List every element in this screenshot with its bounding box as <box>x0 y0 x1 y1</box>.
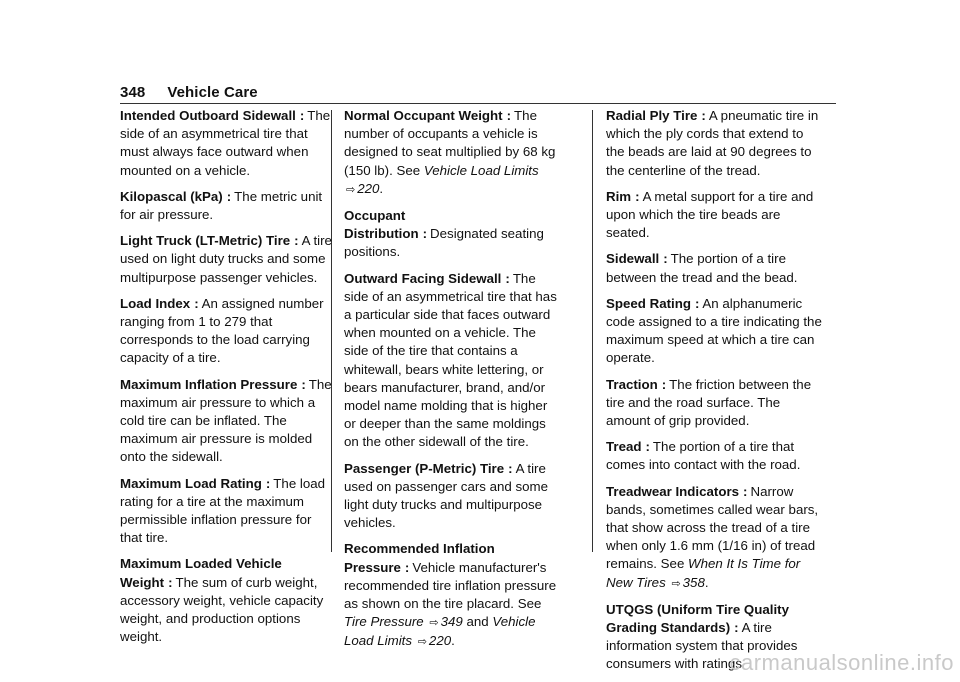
glossary-entry <box>344 207 560 262</box>
glossary-entry <box>120 475 336 548</box>
term-separator: : <box>505 270 510 286</box>
glossary-definition: An assigned number ranging from 1 to 279 that corresponds to the load carrying capacity of a tire. <box>120 295 324 366</box>
cross-reference-page[interactable]: 220 <box>428 633 452 649</box>
term-separator: : <box>694 295 700 311</box>
glossary-term: Recommended Inflation Pressure <box>344 541 495 575</box>
term-separator: : <box>734 620 739 636</box>
glossary-definition: The maximum air pressure to which a cold tire can be inflated. The maximum air pressure is molded onto the sidewall. <box>120 376 332 465</box>
glossary-term: Maximum Load Rating <box>120 475 262 491</box>
cross-reference-page[interactable]: 220 <box>357 180 380 196</box>
glossary-definition: Designated seating positions. <box>344 226 544 260</box>
term-separator: : <box>661 376 667 392</box>
term-separator: : <box>743 483 748 499</box>
cross-reference-link[interactable]: Vehicle Load Limits <box>344 614 536 649</box>
column-2 <box>344 107 560 660</box>
glossary-entry <box>606 250 822 286</box>
glossary-definition: A tire used on light duty trucks and some multipurpose passenger vehicles. <box>120 233 332 285</box>
glossary-definition: A pneumatic tire in which the ply cords that extend to the beads are laid at 90 degrees to the centerline of the tread. <box>606 108 819 178</box>
glossary-definition: A metal support for a tire and upon which the tire beads are seated. <box>606 188 814 241</box>
cross-reference-page[interactable]: 358 <box>682 574 705 590</box>
glossary-term: Light Truck (LT-Metric) Tire <box>120 233 291 249</box>
glossary-definition: The side of an asymmetrical tire that has a particular side that faces outward when mounted on a vehicle. The side of the tire that contains a whitewall, bears white lettering, or bears manufacturer, brand, and/or model name molding that is higher or deeper than the same moldings on the other sidewall of the tire. <box>344 270 557 450</box>
term-separator: : <box>645 439 650 455</box>
glossary-definition: A tire information system that provides consumers with ratings <box>606 620 798 672</box>
glossary-entry <box>606 376 822 431</box>
glossary-entry <box>606 188 822 243</box>
sentence-end: . <box>379 180 384 196</box>
term-separator: : <box>226 188 232 204</box>
page-reference-arrow-icon: ⇨ <box>417 636 427 649</box>
glossary-entry <box>120 295 336 368</box>
connector-text: and <box>466 614 489 630</box>
glossary-definition: The number of occupants a vehicle is designed to seat multiplied by 68 kg (150 lb). See <box>344 108 556 178</box>
term-separator: : <box>194 295 199 311</box>
glossary-term: Tread <box>606 439 642 455</box>
glossary-definition: Vehicle manufacturer's recommended tire inflation pressure as shown on the tire placard. See <box>344 559 557 612</box>
glossary-entry <box>120 232 336 287</box>
column-3 <box>606 107 822 682</box>
glossary-definition: Narrow bands, sometimes called wear bars, that show across the tread of a tire when only 1.6 mm (1/16 in) of tread remains. See <box>606 483 819 572</box>
glossary-entry <box>120 376 336 467</box>
glossary-definition: The friction between the tire and the road surface. The amount of grip provided. <box>606 376 812 429</box>
glossary-definition: A tire used on passenger cars and some light duty trucks and multipurpose vehicles. <box>344 460 549 531</box>
page-reference-arrow-icon: ⇨ <box>346 183 356 196</box>
glossary-entry <box>606 438 822 474</box>
glossary-entry <box>120 188 336 224</box>
glossary-definition: The portion of a tire between the tread and the bead. <box>606 251 798 285</box>
glossary-entry <box>120 107 336 180</box>
term-separator: : <box>508 460 513 476</box>
glossary-term: UTQGS (Uniform Tire Quality Grading Standards) <box>606 601 789 636</box>
page-header <box>120 84 258 101</box>
term-separator: : <box>299 108 305 123</box>
glossary-term: Normal Occupant Weight <box>344 108 503 123</box>
glossary-term: Maximum Inflation Pressure <box>120 376 298 392</box>
glossary-term: Passenger (P-Metric) Tire <box>344 460 505 476</box>
term-separator: : <box>635 188 640 204</box>
page-reference-arrow-icon: ⇨ <box>429 617 439 630</box>
glossary-term: Maximum Loaded Vehicle Weight <box>120 556 282 590</box>
glossary-term: Occupant Distribution <box>344 208 419 242</box>
glossary-term: Speed Rating <box>606 295 691 311</box>
sentence-end: . <box>704 574 709 590</box>
term-separator: : <box>422 226 428 242</box>
page-reference-arrow-icon: ⇨ <box>671 577 681 590</box>
watermark: carmanualsonline.info <box>729 650 954 675</box>
term-separator: : <box>701 108 706 123</box>
glossary-term: Load Index <box>120 295 191 311</box>
column-divider <box>592 110 593 552</box>
term-separator: : <box>294 233 299 249</box>
glossary-definition: The portion of a tire that comes into contact with the road. <box>606 439 801 473</box>
glossary-entry <box>344 540 560 651</box>
glossary-term: Outward Facing Sidewall <box>344 270 502 286</box>
cross-reference-link[interactable]: Tire Pressure <box>344 614 424 630</box>
glossary-definition: The load rating for a tire at the maximum permissible inflation pressure for that tire. <box>120 475 326 546</box>
glossary-definition: The side of an asymmetrical tire that must always face outward when mounted on a vehicle. <box>120 108 331 178</box>
glossary-term: Sidewall <box>606 251 660 267</box>
glossary-entry <box>606 295 822 368</box>
section-title: Vehicle Care <box>167 84 258 101</box>
term-separator: : <box>663 251 668 267</box>
column-1 <box>120 107 336 654</box>
glossary-entry <box>120 555 336 646</box>
glossary-term: Intended Outboard Sidewall <box>120 108 296 123</box>
sentence-end: . <box>451 633 455 649</box>
glossary-entry <box>344 107 560 199</box>
cross-reference-page[interactable]: 349 <box>440 614 463 630</box>
glossary-definition: The sum of curb weight, accessory weight, vehicle capacity weight, and production options weight. <box>120 574 324 645</box>
glossary-definition: The metric unit for air pressure. <box>120 188 323 223</box>
glossary-term: Traction <box>606 376 658 392</box>
term-separator: : <box>265 475 271 491</box>
glossary-entry <box>344 270 560 452</box>
term-separator: : <box>404 559 410 575</box>
cross-reference-link[interactable]: When It Is Time for New Tires <box>606 556 801 590</box>
glossary-entry <box>606 107 822 180</box>
cross-reference-link[interactable]: Vehicle Load Limits <box>423 162 539 178</box>
glossary-term: Treadwear Indicators <box>606 483 740 499</box>
page-number: 348 <box>120 84 146 101</box>
glossary-definition: An alphanumeric code assigned to a tire indicating the maximum speed at which a tire can operate. <box>606 295 822 366</box>
glossary-entry <box>606 483 822 593</box>
term-separator: : <box>506 108 512 123</box>
glossary-term: Kilopascal (kPa) <box>120 188 223 204</box>
glossary-term: Radial Ply Tire <box>606 108 698 123</box>
term-separator: : <box>301 376 306 392</box>
term-separator: : <box>168 574 173 590</box>
glossary-entry <box>344 460 560 533</box>
header-rule <box>120 103 836 104</box>
glossary-term: Rim <box>606 188 632 204</box>
